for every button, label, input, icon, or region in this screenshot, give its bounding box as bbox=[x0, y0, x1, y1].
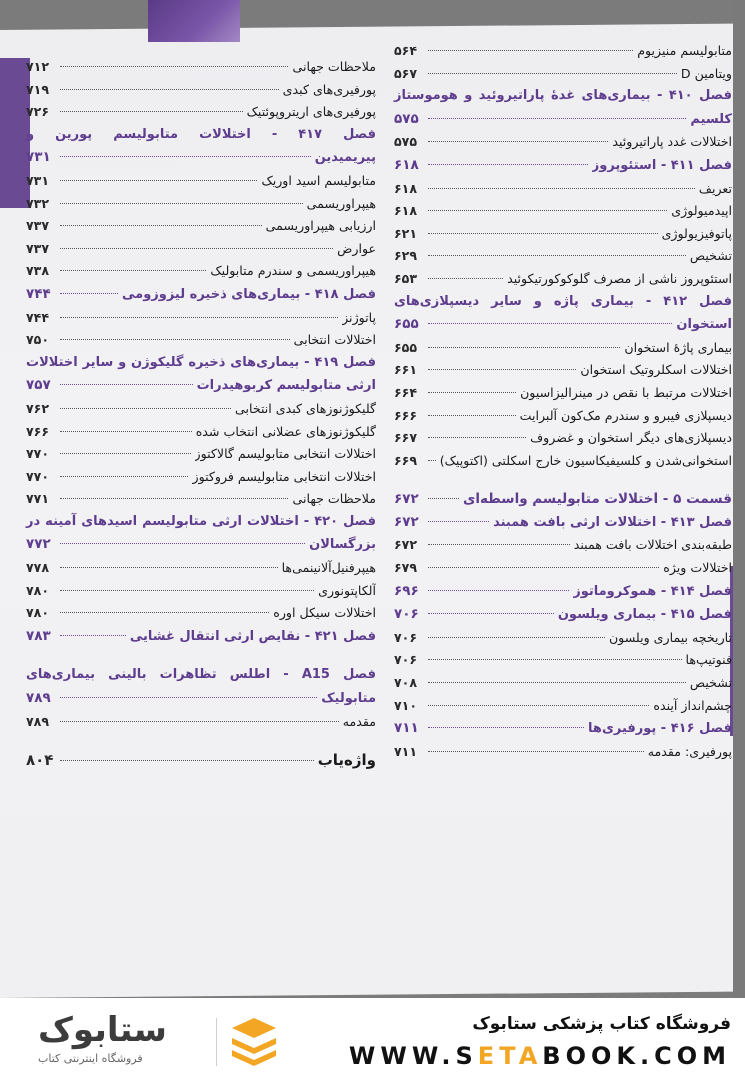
toc-entry[interactable] bbox=[394, 672, 732, 695]
toc-entry[interactable] bbox=[394, 223, 732, 246]
toc-page-number: ۶۵۵ bbox=[394, 316, 419, 333]
logo-subtitle: فروشگاه اینترنتی کتاب bbox=[38, 1052, 143, 1065]
toc-entry-title: کلسیم bbox=[690, 111, 732, 127]
toc-entry-title: مقدمه bbox=[342, 713, 376, 729]
dot-leader bbox=[428, 323, 672, 324]
toc-entry-title: گلیکوژنوزهای کبدی انتخابی bbox=[235, 400, 376, 416]
toc-entry-title: واژه‌یاب bbox=[317, 751, 376, 770]
dot-leader bbox=[60, 339, 290, 340]
toc-entry-title: اختلالات انتخابی متابولیسم گالاکتوز bbox=[194, 446, 376, 462]
toc-page-number: ۷۰۶ bbox=[394, 606, 419, 623]
toc-chapter-heading[interactable] bbox=[394, 154, 732, 178]
toc-entry[interactable] bbox=[26, 557, 376, 580]
toc-entry-title: اپیدمیولوژی bbox=[671, 203, 732, 219]
toc-entry-title: هیپرفنیل‌آلانینمی‌ها bbox=[281, 560, 376, 576]
toc-page-number: ۵۶۴ bbox=[394, 43, 418, 58]
toc-chapter-heading[interactable]: فصل ۴۱۲ - بیماری پاژه و سایر دیسپلازی‌های bbox=[394, 293, 733, 309]
toc-entry[interactable] bbox=[26, 602, 376, 625]
toc-page-number: ۷۱۱ bbox=[394, 720, 419, 737]
toc-entry-title: فصل ۴۱۴ - هموکروماتوز bbox=[573, 583, 732, 599]
toc-entry-title: قسمت ۵ - اختلالات متابولیسم واسطه‌ای bbox=[462, 491, 732, 508]
toc-right-column bbox=[394, 40, 732, 763]
dot-leader bbox=[60, 89, 279, 90]
toc-page-number: ۵۶۷ bbox=[394, 65, 418, 81]
toc-entry-title: متابولیک bbox=[321, 691, 376, 707]
toc-page-number: ۶۶۱ bbox=[394, 362, 418, 378]
toc-page-number: ۷۵۷ bbox=[26, 377, 51, 394]
dot-leader bbox=[428, 637, 605, 638]
toc-page-number: ۷۱۰ bbox=[394, 697, 418, 713]
dot-leader bbox=[428, 460, 436, 461]
dot-leader bbox=[428, 210, 667, 211]
dot-leader bbox=[60, 293, 118, 294]
toc-page-number: ۷۷۲ bbox=[26, 536, 51, 553]
dot-leader bbox=[60, 156, 311, 157]
dot-leader bbox=[60, 612, 269, 613]
toc-entry-title: گلیکوژنوزهای عضلانی انتخاب شده bbox=[195, 423, 376, 439]
toc-entry-title: پورفیری‌های کبدی bbox=[282, 81, 376, 97]
store-url[interactable] bbox=[349, 1042, 731, 1070]
dot-leader bbox=[428, 727, 584, 728]
toc-page-number: ۶۶۴ bbox=[394, 384, 418, 400]
logo-wordmark: ستابوک bbox=[38, 1010, 167, 1050]
toc-page-number: ۶۵۵ bbox=[394, 339, 418, 355]
dot-leader bbox=[60, 721, 339, 722]
url-part: BOOK.COM bbox=[542, 1042, 731, 1070]
toc-entry[interactable] bbox=[26, 170, 376, 193]
toc-page-number: ۷۷۱ bbox=[26, 491, 50, 507]
dot-leader bbox=[60, 760, 314, 761]
toc-page-number: ۷۲۶ bbox=[26, 104, 50, 120]
dot-leader bbox=[60, 431, 192, 432]
toc-entry[interactable] bbox=[26, 466, 376, 489]
toc-chapter-heading[interactable]: فصل ۴۱۷ - اختلالات متابولیسم پورین و bbox=[26, 126, 376, 142]
toc-entry[interactable] bbox=[394, 40, 732, 63]
url-part: WWW.S bbox=[348, 1042, 478, 1070]
toc-entry-title: فصل ۴۱۱ - استئوپروز bbox=[591, 157, 732, 173]
toc-entry[interactable] bbox=[26, 329, 376, 352]
toc-chapter-heading[interactable] bbox=[26, 374, 376, 398]
section-gap bbox=[394, 472, 732, 488]
dot-leader bbox=[428, 392, 516, 393]
toc-chapter-heading[interactable] bbox=[26, 625, 376, 649]
dot-leader bbox=[60, 453, 191, 454]
dot-leader bbox=[428, 521, 489, 522]
dot-leader bbox=[428, 415, 516, 416]
toc-page-number: ۶۶۹ bbox=[394, 452, 418, 468]
toc-entry-title: طبقه‌بندی اختلالات بافت همبند bbox=[573, 537, 732, 553]
dot-leader bbox=[428, 751, 644, 752]
dot-leader bbox=[428, 705, 649, 706]
dot-leader bbox=[428, 347, 620, 348]
toc-page-number: ۶۱۸ bbox=[394, 180, 418, 196]
toc-chapter-heading[interactable] bbox=[26, 283, 376, 307]
toc-entry-title: ارزیابی هیپراوریسمی bbox=[265, 218, 376, 234]
purple-cover-corner bbox=[148, 0, 240, 42]
toc-entry-title: تاریخچه بیماری ویلسون bbox=[608, 629, 732, 645]
section-gap bbox=[26, 648, 376, 664]
toc-entry-title: فصل ۴۱۶ - پورفیری‌ها bbox=[588, 721, 732, 737]
toc-entry[interactable] bbox=[26, 711, 376, 734]
toc-entry-title: اختلالات سیکل اوره bbox=[273, 605, 376, 621]
toc-page-number: ۷۳۱ bbox=[26, 149, 51, 166]
toc-entry-title: بیماری پاژهٔ استخوان bbox=[624, 339, 732, 355]
toc-page-number: ۷۸۰ bbox=[26, 582, 50, 598]
dot-leader bbox=[60, 180, 257, 181]
toc-entry[interactable] bbox=[394, 268, 732, 291]
toc-entry[interactable] bbox=[394, 245, 732, 268]
dot-leader bbox=[60, 697, 317, 698]
toc-entry-title: پاتوفیزیولوژی bbox=[661, 225, 732, 241]
toc-chapter-heading[interactable]: فصل A15 - اطلس تظاهرات بالینی بیماری‌های bbox=[26, 667, 377, 683]
dot-leader bbox=[60, 476, 188, 477]
toc-page-number: ۷۸۹ bbox=[26, 690, 51, 707]
toc-entry[interactable] bbox=[26, 260, 376, 283]
toc-page-number: ۶۷۲ bbox=[394, 491, 419, 508]
toc-chapter-heading[interactable]: فصل ۴۱۹ - بیماری‌های ذخیره گلیکوژن و سایر اختلالات bbox=[26, 354, 376, 370]
toc-chapter-heading[interactable]: فصل ۴۲۰ - اختلالات ارثی متابولیسم اسیدهای آمینه در bbox=[26, 513, 377, 529]
toc-entry-title: پورفیری‌های اریتروپوئتیک bbox=[246, 104, 376, 120]
toc-page-number: ۷۴۴ bbox=[26, 285, 51, 302]
toc-chapter-heading[interactable] bbox=[394, 580, 732, 604]
toc-entry-title: اختلالات انتخابی bbox=[293, 332, 376, 348]
toc-entry[interactable] bbox=[26, 398, 376, 421]
toc-page-number: ۶۹۶ bbox=[394, 582, 419, 599]
toc-page-number: ۶۵۳ bbox=[394, 270, 418, 286]
toc-page-number: ۷۸۳ bbox=[26, 627, 51, 644]
toc-entry[interactable] bbox=[26, 307, 376, 330]
toc-entry[interactable] bbox=[394, 557, 732, 580]
toc-page-number: ۷۳۲ bbox=[26, 195, 50, 211]
toc-page-number: ۷۳۸ bbox=[26, 263, 50, 279]
toc-entry[interactable] bbox=[394, 534, 732, 557]
toc-entry[interactable] bbox=[394, 649, 732, 672]
toc-page-number: ۷۱۲ bbox=[26, 59, 50, 74]
toc-part-heading[interactable] bbox=[394, 488, 732, 511]
dot-leader bbox=[428, 567, 659, 568]
dot-leader bbox=[60, 317, 338, 318]
toc-entry[interactable] bbox=[26, 101, 376, 124]
toc-entry-title: آلکاپتونوری bbox=[318, 582, 376, 598]
toc-entry-title: اختلالات غدد پاراتیروئید bbox=[612, 134, 732, 150]
toc-entry-title: پورفیری: مقدمه bbox=[647, 743, 732, 759]
toc-left-column bbox=[26, 56, 376, 772]
dot-leader bbox=[60, 567, 278, 568]
dot-leader bbox=[428, 659, 682, 660]
toc-chapter-heading[interactable] bbox=[394, 717, 732, 741]
dot-leader bbox=[60, 111, 243, 112]
toc-entry-title: اختلالات مرتبط با نقص در مینرالیزاسیون bbox=[520, 384, 732, 400]
section-gap bbox=[26, 733, 376, 749]
dot-leader bbox=[60, 498, 288, 499]
dot-leader bbox=[60, 543, 305, 544]
logo-divider bbox=[216, 1018, 217, 1066]
dot-leader bbox=[428, 369, 576, 370]
toc-entry-title: پاتوژنز bbox=[342, 309, 376, 325]
toc-entry[interactable] bbox=[26, 580, 376, 603]
dot-leader bbox=[428, 118, 686, 119]
toc-entry-title: اختلالات انتخابی متابولیسم فروکتوز bbox=[192, 468, 376, 484]
toc-entry[interactable] bbox=[394, 178, 732, 201]
toc-page-number: ۷۸۰ bbox=[26, 605, 50, 621]
toc-entry-title: ارثی متابولیسم کربوهیدرات bbox=[196, 378, 376, 394]
dot-leader bbox=[428, 437, 526, 438]
setabook-logo[interactable] bbox=[16, 1010, 286, 1074]
dot-leader bbox=[428, 141, 608, 142]
toc-entry-title: فصل ۴۱۸ - بیماری‌های ذخیره لیزوزومی bbox=[122, 286, 376, 302]
toc-entry-title: ملاحظات جهانی bbox=[292, 491, 376, 507]
toc-index-entry[interactable] bbox=[26, 749, 376, 772]
toc-entry[interactable] bbox=[26, 238, 376, 261]
page-edge-shadow bbox=[733, 0, 745, 998]
toc-chapter-heading[interactable] bbox=[26, 533, 376, 557]
toc-entry[interactable] bbox=[394, 63, 732, 86]
toc-entry-title: استخوانی‌شدن و کلسیفیکاسیون خارج اسکلتی (اکتوپیک) bbox=[440, 452, 732, 468]
toc-entry-title: متابولیسم منیزیوم bbox=[637, 43, 732, 58]
toc-chapter-heading[interactable]: فصل ۴۱۰ - بیماری‌های غدهٔ پاراتیروئید و هوموستاز bbox=[394, 88, 733, 104]
toc-page-number: ۷۷۸ bbox=[26, 560, 50, 576]
toc-entry[interactable] bbox=[26, 421, 376, 444]
toc-entry-title: فنوتیپ‌ها bbox=[685, 652, 732, 668]
toc-page-number: ۶۷۹ bbox=[394, 560, 418, 576]
toc-entry[interactable] bbox=[394, 695, 732, 718]
toc-chapter-heading[interactable] bbox=[394, 511, 732, 535]
toc-entry[interactable] bbox=[26, 56, 376, 79]
store-title: فروشگاه کتاب پزشکی ستابوک bbox=[472, 1014, 731, 1034]
toc-entry-title: دیسپلازی فیبرو و سندرم مک‌کون آلبرایت bbox=[519, 407, 732, 423]
toc-entry-title: استئوپروز ناشی از مصرف گلوکوکورتیکوئید bbox=[507, 270, 732, 286]
dot-leader bbox=[428, 164, 588, 165]
dot-leader bbox=[60, 384, 193, 385]
toc-page-number: ۸۰۴ bbox=[26, 751, 54, 770]
dot-leader bbox=[60, 203, 303, 204]
toc-page-number: ۷۳۱ bbox=[26, 172, 50, 188]
toc-entry[interactable] bbox=[26, 215, 376, 238]
toc-page-number: ۶۷۲ bbox=[394, 537, 418, 553]
toc-entry-title: هیپراوریسمی bbox=[306, 195, 376, 211]
toc-entry-title: تشخیص bbox=[689, 248, 732, 264]
toc-page-number: ۶۷۲ bbox=[394, 513, 419, 530]
toc-page-number: ۶۲۹ bbox=[394, 248, 418, 264]
toc-entry-title: اختلالات اسکلروتیک استخوان bbox=[580, 362, 732, 378]
toc-page-number: ۷۵۰ bbox=[26, 332, 50, 348]
toc-entry-title: دیسپلازی‌های دیگر استخوان و غضروف bbox=[530, 430, 732, 446]
book-stack-icon bbox=[226, 1014, 282, 1070]
dot-leader bbox=[60, 225, 262, 226]
toc-page-number: ۷۶۲ bbox=[26, 400, 50, 416]
toc-entry-title: عوارض bbox=[337, 240, 376, 256]
toc-chapter-heading[interactable] bbox=[394, 313, 732, 337]
dot-leader bbox=[428, 613, 554, 614]
toc-page-number: ۷۳۷ bbox=[26, 240, 50, 256]
toc-entry-title: فصل ۴۱۳ - اختلالات ارثی بافت همبند bbox=[493, 514, 732, 530]
dot-leader bbox=[428, 590, 569, 591]
dot-leader bbox=[428, 233, 658, 234]
dot-leader bbox=[428, 278, 503, 279]
toc-entry[interactable] bbox=[26, 193, 376, 216]
toc-entry[interactable] bbox=[394, 741, 732, 764]
url-accent: ETA bbox=[477, 1042, 543, 1070]
dot-leader bbox=[428, 498, 459, 499]
toc-entry-title: فصل ۴۱۵ - بیماری ویلسون bbox=[557, 607, 732, 623]
toc-page-number: ۷۱۱ bbox=[394, 743, 418, 759]
toc-page-number: ۷۴۴ bbox=[26, 309, 50, 325]
dot-leader bbox=[428, 50, 633, 51]
toc-chapter-heading[interactable] bbox=[394, 108, 732, 132]
toc-entry-title: فصل ۴۲۱ - نقایص ارثی انتقال غشایی bbox=[129, 628, 376, 644]
toc-entry-title: چشم‌انداز آینده bbox=[653, 697, 732, 713]
toc-entry[interactable] bbox=[394, 627, 732, 650]
toc-page-number: ۷۷۰ bbox=[26, 468, 50, 484]
toc-page-number: ۷۰۶ bbox=[394, 629, 418, 645]
toc-page-number: ۷۸۹ bbox=[26, 713, 50, 729]
dot-leader bbox=[428, 73, 677, 74]
toc-page-number: ۷۰۸ bbox=[394, 675, 418, 691]
toc-chapter-heading[interactable] bbox=[26, 687, 376, 711]
toc-page-number: ۷۱۹ bbox=[26, 81, 50, 97]
toc-page-number: ۶۶۷ bbox=[394, 430, 418, 446]
toc-entry[interactable] bbox=[26, 443, 376, 466]
toc-entry-title: تعریف bbox=[698, 180, 732, 196]
dot-leader bbox=[60, 248, 333, 249]
dot-leader bbox=[60, 66, 288, 67]
store-footer bbox=[0, 998, 745, 1080]
toc-page-number: ۵۷۵ bbox=[394, 110, 419, 127]
toc-entry-title: تشخیص bbox=[689, 675, 732, 691]
toc-page-number: ۵۷۵ bbox=[394, 134, 418, 150]
toc-entry-title: استخوان bbox=[676, 317, 732, 333]
toc-entry[interactable] bbox=[394, 200, 732, 223]
toc-page-number: ۷۶۶ bbox=[26, 423, 50, 439]
toc-entry-title: ویتامین D bbox=[680, 65, 732, 81]
toc-entry[interactable] bbox=[394, 405, 732, 428]
dot-leader bbox=[60, 408, 231, 409]
toc-entry[interactable] bbox=[394, 359, 732, 382]
toc-chapter-heading[interactable] bbox=[394, 603, 732, 627]
dot-leader bbox=[428, 188, 695, 189]
toc-entry-title: پیریمیدین bbox=[314, 150, 376, 166]
dot-leader bbox=[428, 544, 570, 545]
toc-entry[interactable] bbox=[394, 427, 732, 450]
dot-leader bbox=[60, 635, 126, 636]
toc-page-number: ۶۱۸ bbox=[394, 203, 418, 219]
toc-page-number: ۷۷۰ bbox=[26, 446, 50, 462]
toc-entry-title: هیپراوریسمی و سندرم متابولیک bbox=[210, 263, 376, 279]
toc-entry[interactable] bbox=[394, 131, 732, 154]
toc-entry-title: بزرگسالان bbox=[309, 537, 376, 553]
toc-chapter-heading[interactable] bbox=[26, 146, 376, 170]
toc-page-number: ۶۶۶ bbox=[394, 407, 418, 423]
toc-entry[interactable] bbox=[26, 79, 376, 102]
toc-entry[interactable] bbox=[26, 488, 376, 511]
toc-entry[interactable] bbox=[394, 450, 732, 473]
dot-leader bbox=[428, 255, 686, 256]
toc-entry-title: اختلالات ویژه bbox=[663, 560, 732, 576]
toc-page-number: ۶۲۱ bbox=[394, 225, 418, 241]
toc-page-number: ۷۳۷ bbox=[26, 218, 50, 234]
toc-entry[interactable] bbox=[394, 382, 732, 405]
toc-entry-title: ملاحظات جهانی bbox=[292, 59, 376, 74]
dot-leader bbox=[60, 270, 206, 271]
dot-leader bbox=[60, 590, 314, 591]
toc-entry-title: متابولیسم اسید اوریک bbox=[261, 172, 376, 188]
toc-page-number: ۷۰۶ bbox=[394, 652, 418, 668]
dot-leader bbox=[428, 682, 686, 683]
toc-page-number: ۶۱۸ bbox=[394, 156, 419, 173]
toc-entry[interactable] bbox=[394, 337, 732, 360]
